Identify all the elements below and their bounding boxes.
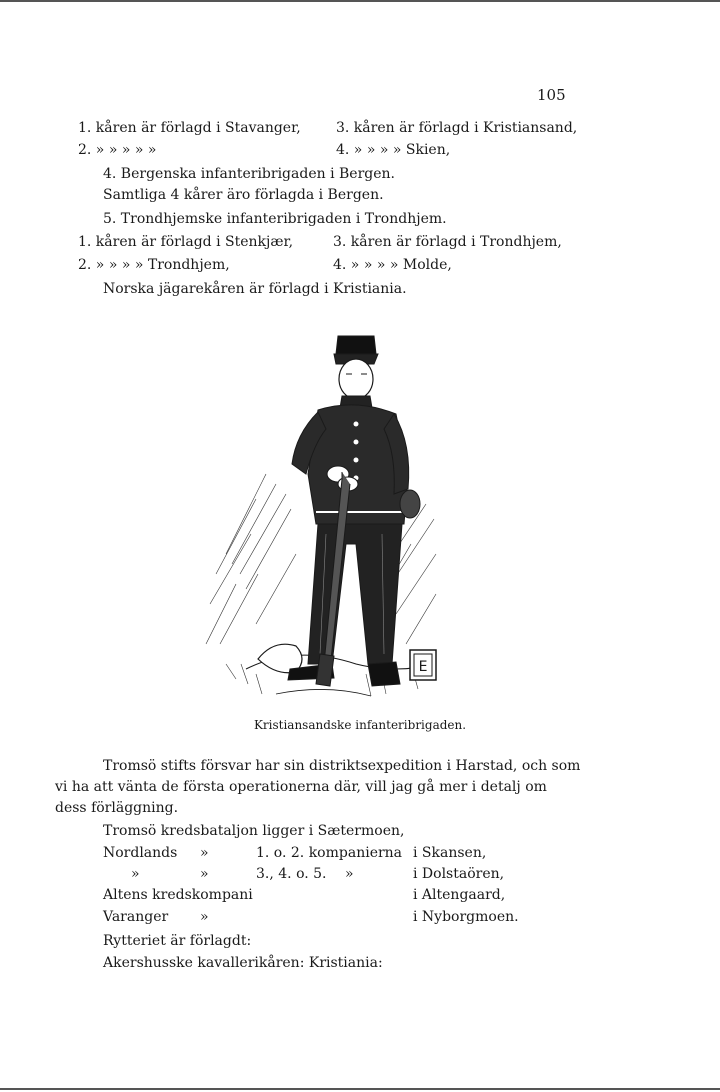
nordlands-place: i Skansen, [413, 845, 487, 861]
paragraph-line-1: Tromsö stifts försvar har sin distriktsexpedition i Harstad, och som [103, 758, 581, 774]
varanger-place: i Nyborgmoen. [413, 909, 519, 925]
soldier-illustration [196, 324, 446, 709]
nordlands-label: Nordlands [103, 845, 178, 861]
row2-place: i Dolstaören, [413, 866, 505, 882]
bergen-heading: 4. Bergenska infanteribrigaden i Bergen. [103, 166, 395, 182]
trondhjem-line-2-left: 2. » » » » Trondhjem, [78, 257, 230, 273]
paragraph-line-3: dess förläggning. [55, 800, 179, 816]
trondhjem-line-1-right: 3. kåren är förlagd i Trondhjem, [333, 234, 562, 250]
page-number: 105 [537, 86, 566, 104]
jager-line: Norska jägarekåren är förlagd i Kristiania. [103, 281, 407, 297]
nordlands-ditto: » [200, 845, 209, 861]
row2-ditto-1: » [131, 866, 140, 882]
tromso-line-1: Tromsö kredsbataljon ligger i Sætermoen, [103, 823, 405, 839]
roster-line-2-right: 4. » » » » Skien, [336, 142, 451, 158]
figure-caption: Kristiansandske infanteribrigaden. [253, 718, 467, 732]
row2-ditto-2: » [200, 866, 209, 882]
cavalry-line-2: Akershusske kavallerikåren: Kristiania: [103, 955, 383, 971]
trondhjem-line-2-right: 4. » » » » Molde, [333, 257, 452, 273]
bergen-note: Samtliga 4 kårer äro förlagda i Bergen. [103, 187, 384, 203]
trondhjem-line-1-left: 1. kåren är förlagd i Stenkjær, [78, 234, 294, 250]
roster-line-1-right: 3. kåren är förlagd i Kristiansand, [336, 120, 578, 136]
roster-line-2-left: 2. » » » » » [78, 142, 157, 158]
scan-bottom-edge [0, 1088, 720, 1090]
paragraph-line-2: vi ha att vänta de första operationerna där, vill jag gå mer i detalj om [55, 779, 547, 795]
varanger-label: Varanger [103, 909, 169, 925]
nordlands-companies: 1. o. 2. kompanierna [256, 845, 403, 861]
altens-place: i Altengaard, [413, 887, 506, 903]
trondhjem-heading: 5. Trondhjemske infanteribrigaden i Trondhjem. [103, 211, 447, 227]
monogram: E [418, 659, 428, 675]
varanger-ditto: » [200, 909, 209, 925]
scan-top-edge [0, 0, 720, 2]
cavalry-line-1: Rytteriet är förlagdt: [103, 933, 252, 949]
roster-line-1-left: 1. kåren är förlagd i Stavanger, [78, 120, 301, 136]
row2-ditto-3: » [345, 866, 354, 882]
altens-label: Altens kredskompani [103, 887, 253, 903]
row2-companies: 3., 4. o. 5. [256, 866, 327, 882]
